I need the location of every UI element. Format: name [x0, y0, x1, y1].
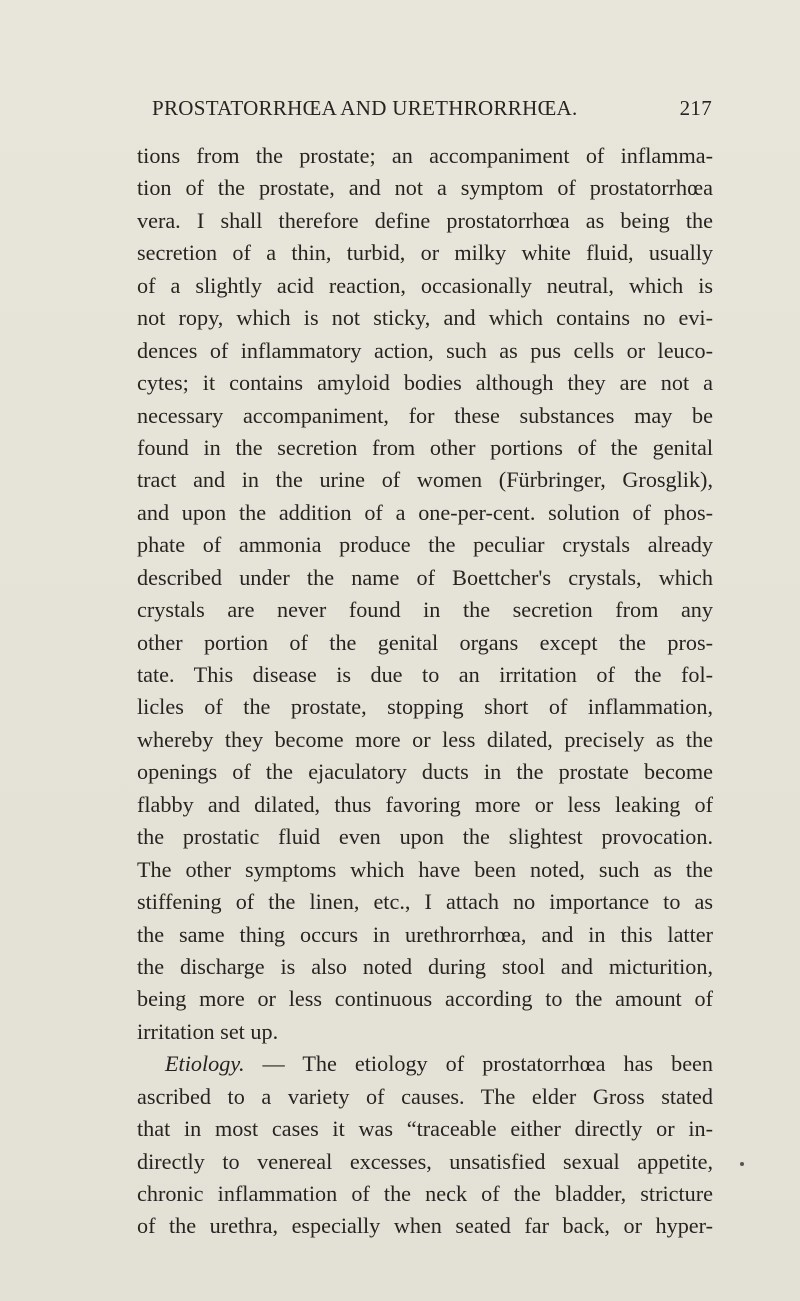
text-line: tions from the prostate; an accompaniment of inflamma-	[137, 143, 713, 168]
text-line: described under the name of Boettcher's crystals, which	[137, 564, 713, 590]
etiology-line-text: — The etiology of prostatorrhœa has been	[262, 1051, 713, 1077]
page-header	[152, 96, 712, 128]
body-text	[137, 140, 713, 1243]
text-line: whereby they become more or less dilated, precisely as the	[137, 726, 713, 752]
text-line: of a slightly acid reaction, occasionally neutral, which is	[137, 272, 713, 298]
running-head: PROSTATORRHŒA AND URETHRORRHŒA.	[152, 96, 578, 120]
text-line: tate. This disease is due to an irritation of the fol-	[137, 662, 713, 687]
text-line: being more or less continuous according to the amount of	[137, 986, 713, 1012]
text-line: necessary accompaniment, for these substances may be	[137, 402, 713, 428]
text-line: directly to venereal excesses, unsatisfied sexual appetite,	[137, 1148, 713, 1174]
text-line: licles of the prostate, stopping short of inflammation,	[137, 694, 713, 720]
text-line: stiffening of the linen, etc., I attach no importance to as	[137, 889, 713, 915]
margin-speck	[740, 1162, 744, 1166]
text-line: of the urethra, especially when seated far back, or hyper-	[137, 1213, 713, 1239]
text-line: ascribed to a variety of causes. The elder Gross stated	[137, 1083, 713, 1109]
text-line: openings of the ejaculatory ducts in the prostate become	[137, 759, 713, 785]
text-line: The other symptoms which have been noted, such as the	[137, 856, 713, 882]
etiology-first-line	[137, 1048, 713, 1080]
text-line: the discharge is also noted during stool and micturition,	[137, 953, 713, 979]
text-line: crystals are never found in the secretion from any	[137, 597, 713, 623]
text-line: and upon the addition of a one-per-cent. solution of phos-	[137, 499, 713, 525]
text-line: not ropy, which is not sticky, and which contains no evi-	[137, 305, 713, 331]
text-line: chronic inflammation of the neck of the bladder, stricture	[137, 1181, 713, 1206]
text-line: the same thing occurs in urethrorrhœa, and in this latter	[137, 921, 713, 947]
text-line: tract and in the urine of women (Fürbringer, Grosglik),	[137, 467, 713, 493]
text-line: dences of inflammatory action, such as pus cells or leuco-	[137, 337, 713, 363]
text-line: secretion of a thin, turbid, or milky white fluid, usually	[137, 240, 713, 266]
text-line: phate of ammonia produce the peculiar crystals already	[137, 532, 713, 558]
etiology-heading: Etiology.	[165, 1051, 245, 1077]
text-line: tion of the prostate, and not a symptom of prostatorrhœa	[137, 175, 713, 201]
text-line: found in the secretion from other portions of the genital	[137, 434, 713, 460]
text-line: irritation set up.	[137, 1018, 279, 1044]
text-line: other portion of the genital organs except the pros-	[137, 629, 713, 655]
text-line: that in most cases it was “traceable either directly or in-	[137, 1116, 713, 1142]
text-line: cytes; it contains amyloid bodies although they are not a	[137, 370, 713, 396]
text-line: flabby and dilated, thus favoring more or less leaking of	[137, 791, 713, 817]
text-line: vera. I shall therefore define prostatorrhœa as being the	[137, 207, 713, 233]
page-number: 217	[679, 96, 712, 120]
text-line: the prostatic fluid even upon the slightest provocation.	[137, 824, 713, 850]
